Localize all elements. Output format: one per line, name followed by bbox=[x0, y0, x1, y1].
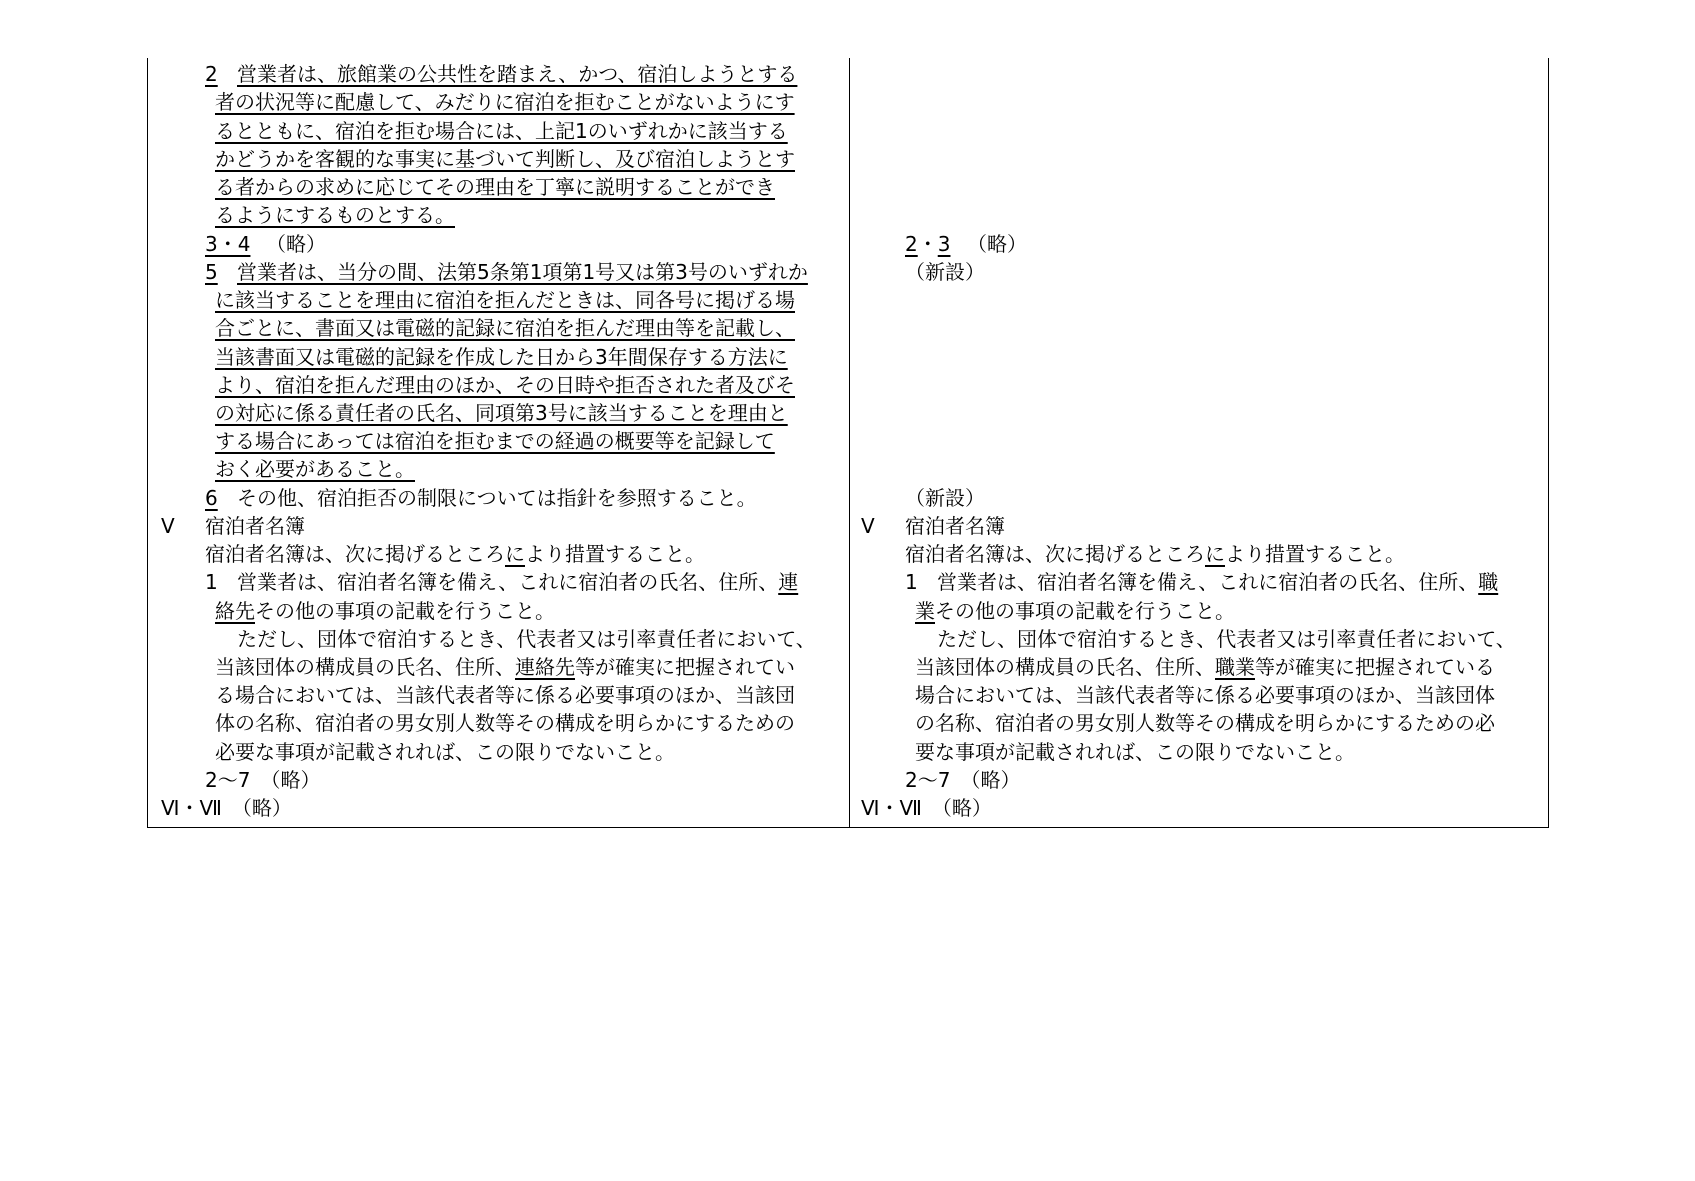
new-provision-note: （新設） bbox=[905, 260, 985, 284]
comparison-table bbox=[147, 58, 1549, 828]
item-2-line: 者の状況等に配慮して、みだりに宿泊を拒むことがないようにす bbox=[215, 90, 795, 114]
item-2-line: 営業者は、旅館業の公共性を踏まえ、かつ、宿泊しようとする bbox=[237, 62, 798, 86]
proviso-line: 当該団体の構成員の氏名、住所、連絡先等が確実に把握されてい bbox=[215, 655, 795, 679]
item-5-line: に該当することを理由に宿泊を拒んだときは、同各号に掲げる場 bbox=[215, 288, 795, 312]
section-5-title: 宿泊者名簿 bbox=[905, 514, 1005, 538]
proviso-line: ただし、団体で宿泊するとき、代表者又は引率責任者において、 bbox=[937, 627, 1516, 651]
item-3-4-number: 3・4 bbox=[205, 232, 251, 256]
sections-6-7-omitted: Ⅵ・Ⅶ （略） bbox=[161, 796, 292, 820]
section-5-title: 宿泊者名簿 bbox=[205, 514, 305, 538]
item-3-4-text: （略） bbox=[266, 232, 326, 256]
proviso-line: 当該団体の構成員の氏名、住所、職業等が確実に把握されている bbox=[915, 655, 1495, 679]
proviso-line: 必要な事項が記載されれば、この限りでないこと。 bbox=[215, 740, 675, 764]
section-5-intro: 宿泊者名簿は、次に掲げるところにより措置すること。 bbox=[905, 542, 1405, 566]
section-5-number: Ⅴ bbox=[861, 514, 875, 538]
item-2-line: かどうかを客観的な事実に基づいて判断し、及び宿泊しようとす bbox=[215, 147, 795, 171]
item-2-line: る者からの求めに応じてその理由を丁寧に説明することができ bbox=[215, 175, 775, 199]
item-2-3-text: （略） bbox=[967, 232, 1027, 256]
proviso-line: の名称、宿泊者の男女別人数等その構成を明らかにするための必 bbox=[915, 711, 1495, 735]
items-2-7-omitted: 2～7 （略） bbox=[205, 768, 321, 792]
item-5-line: おく必要があること。 bbox=[215, 457, 415, 481]
new-provision-note: （新設） bbox=[905, 486, 985, 510]
item-5-line: 合ごとに、書面又は電磁的記録に宿泊を拒んだ理由等を記載し、 bbox=[215, 316, 795, 340]
item-2-line: るようにするものとする。 bbox=[215, 203, 455, 227]
item-1-line: 業その他の事項の記載を行うこと。 bbox=[915, 599, 1235, 623]
sections-6-7-omitted: Ⅵ・Ⅶ （略） bbox=[861, 796, 992, 820]
item-5-line: の対応に係る責任者の氏名、同項第3号に該当することを理由と bbox=[215, 401, 788, 425]
item-6-text: その他、宿泊拒否の制限については指針を参照すること。 bbox=[237, 486, 757, 510]
item-1-line: 営業者は、宿泊者名簿を備え、これに宿泊者の氏名、住所、職 bbox=[937, 570, 1499, 594]
proviso-line: る場合においては、当該代表者等に係る必要事項のほか、当該団 bbox=[215, 683, 795, 707]
item-5-line: 営業者は、当分の間、法第5条第1項第1号又は第3号のいずれか bbox=[237, 260, 808, 284]
items-2-7-omitted: 2～7 （略） bbox=[905, 768, 1021, 792]
item-1-number: 1 bbox=[905, 570, 918, 594]
item-5-line: より、宿泊を拒んだ理由のほか、その日時や拒否された者及びそ bbox=[215, 373, 795, 397]
item-5-line: する場合にあっては宿泊を拒むまでの経過の概要等を記録して bbox=[215, 429, 775, 453]
item-6-number: 6 bbox=[205, 486, 218, 510]
proviso-line: 要な事項が記載されれば、この限りでないこと。 bbox=[915, 740, 1355, 764]
item-1-line: 営業者は、宿泊者名簿を備え、これに宿泊者の氏名、住所、連 bbox=[237, 570, 799, 594]
proviso-line: 体の名称、宿泊者の男女別人数等その構成を明らかにするための bbox=[215, 711, 795, 735]
proviso-line: ただし、団体で宿泊するとき、代表者又は引率責任者において、 bbox=[237, 627, 816, 651]
item-1-line: 絡先その他の事項の記載を行うこと。 bbox=[215, 599, 555, 623]
item-2-3-number: 2・3 bbox=[905, 232, 951, 256]
item-1-number: 1 bbox=[205, 570, 218, 594]
proviso-line: 場合においては、当該代表者等に係る必要事項のほか、当該団体 bbox=[915, 683, 1495, 707]
current-column bbox=[849, 58, 1549, 827]
section-5-intro: 宿泊者名簿は、次に掲げるところにより措置すること。 bbox=[205, 542, 705, 566]
revised-column bbox=[148, 58, 849, 827]
item-2-number: 2 bbox=[205, 62, 218, 86]
item-2-line: るとともに、宿泊を拒む場合には、上記1のいずれかに該当する bbox=[215, 119, 788, 143]
item-5-line: 当該書面又は電磁的記録を作成した日から3年間保存する方法に bbox=[215, 345, 788, 369]
section-5-number: Ⅴ bbox=[161, 514, 175, 538]
item-5-number: 5 bbox=[205, 260, 218, 284]
